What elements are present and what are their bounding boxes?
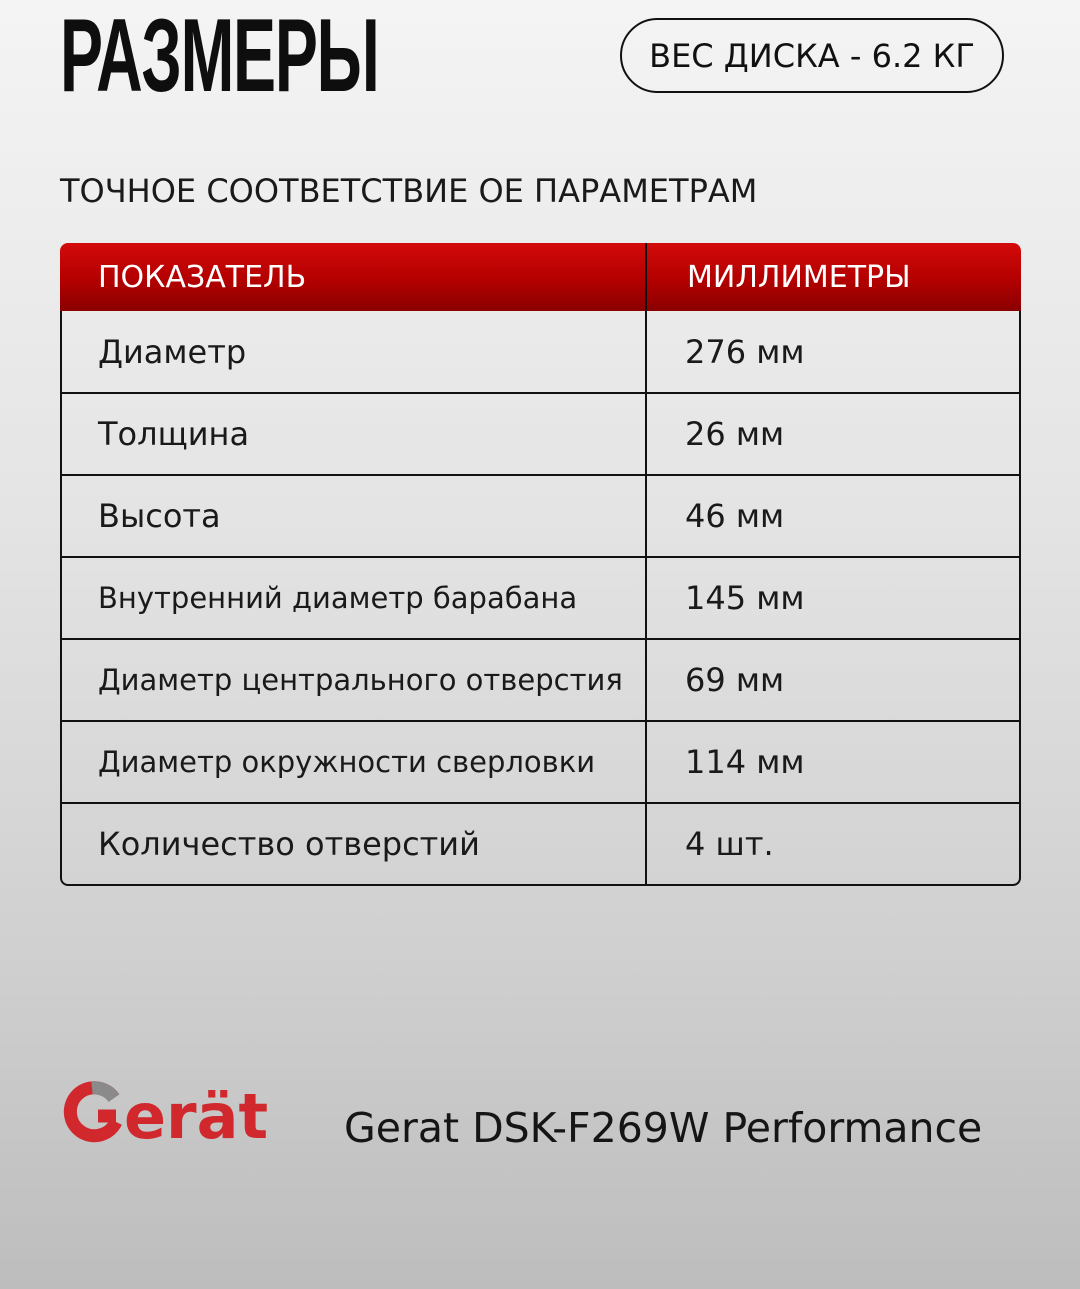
gerat-logo — [62, 1076, 292, 1148]
row-value: 26 мм — [685, 415, 785, 453]
row-value: 69 мм — [685, 661, 785, 699]
row-value: 46 мм — [685, 497, 785, 535]
logo-wordmark: erät — [124, 1080, 269, 1148]
product-name: Gerat DSK-F269W Performance — [344, 1104, 983, 1152]
table-row — [62, 556, 1019, 638]
table-row — [62, 392, 1019, 474]
weight-badge: ВЕС ДИСКА - 6.2 КГ — [620, 18, 1004, 93]
column-header-indicator: ПОКАЗАТЕЛЬ — [60, 243, 647, 311]
row-label: Внутренний диаметр барабана — [62, 558, 647, 638]
page-title: РАЗМЕРЫ — [60, 0, 379, 114]
row-label: Диаметр окружности сверловки — [62, 722, 647, 802]
row-value: 4 шт. — [685, 825, 774, 863]
table-row — [62, 720, 1019, 802]
table-header — [60, 243, 1021, 311]
row-label: Количество отверстий — [62, 804, 647, 884]
table-body — [60, 311, 1021, 886]
table-row — [62, 474, 1019, 556]
dimensions-table — [60, 243, 1021, 886]
row-label: Толщина — [62, 394, 647, 474]
logo-g-mark — [70, 1088, 116, 1136]
column-header-millimeters: МИЛЛИМЕТРЫ — [687, 259, 911, 295]
row-label: Высота — [62, 476, 647, 556]
table-row — [62, 802, 1019, 884]
row-value: 145 мм — [685, 579, 805, 617]
table-row — [62, 638, 1019, 720]
subtitle: ТОЧНОЕ СООТВЕТСТВИЕ ОЕ ПАРАМЕТРАМ — [60, 172, 758, 210]
row-value: 276 мм — [685, 332, 805, 371]
row-label: Диаметр — [62, 311, 647, 392]
row-value: 114 мм — [685, 743, 805, 781]
row-label: Диаметр центрального отверстия — [62, 640, 647, 720]
table-row — [62, 311, 1019, 392]
